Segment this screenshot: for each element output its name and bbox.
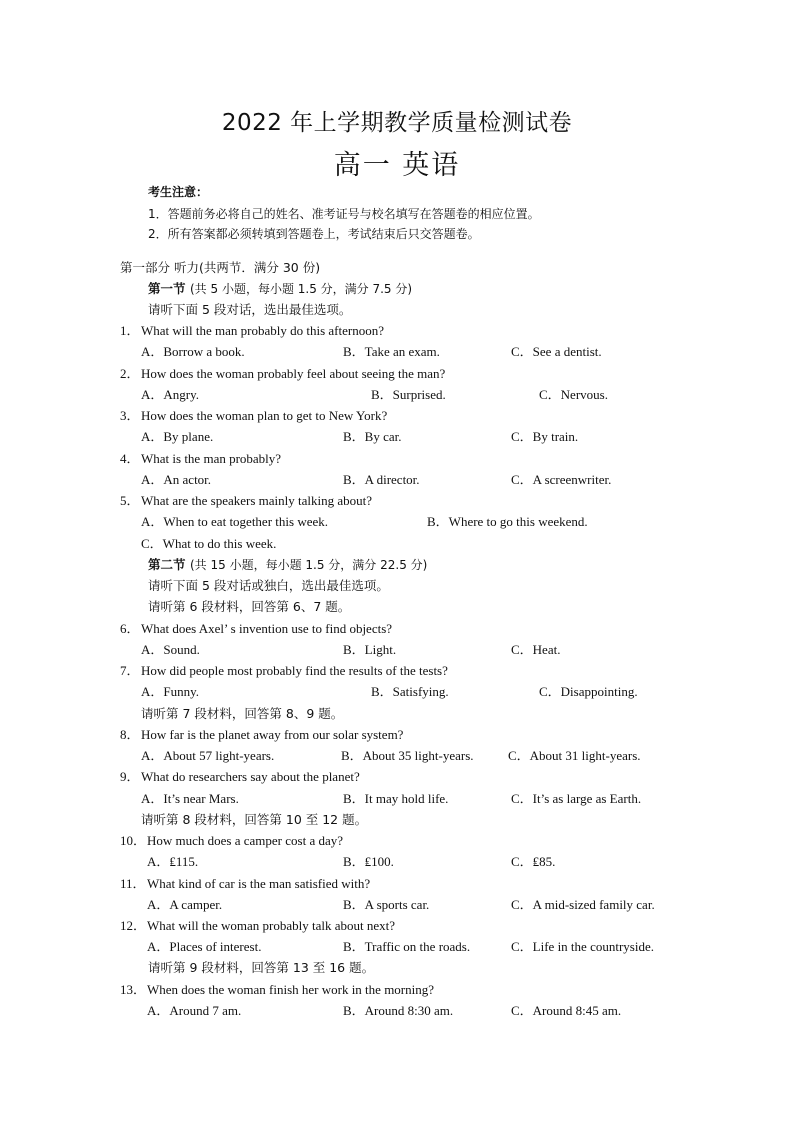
option-c: C．About 31 light-years. (508, 748, 641, 763)
notice-item: 2．所有答案都必须转填到答题卷上，考试结束后只交答题卷。 (148, 227, 480, 241)
option-a: A．₤115. (147, 854, 199, 869)
question-text: What do researchers say about the planet? (141, 769, 360, 784)
part1-heading: 第一部分 听力(共两节．满分 30 份) (120, 260, 321, 275)
options-row (0, 342, 794, 362)
option-a: A．Sound. (141, 642, 200, 657)
option-a: A．An actor. (141, 472, 212, 487)
question-row (0, 831, 794, 851)
material-note: 请听第 7 段材料，回答第 8、9 题。 (141, 706, 344, 721)
question-text: What are the speakers mainly talking about? (141, 493, 373, 508)
option-c: C．A mid-sized family car. (511, 897, 655, 912)
exam-subtitle: 高一 英语 (333, 150, 461, 181)
option-c: C．Life in the countryside. (511, 939, 654, 954)
option-b: B．By car. (343, 429, 402, 444)
question-text: When does the woman finish her work in the morning? (147, 982, 435, 997)
material-note: 请听第 6 段材料，回答第 6、7 题。 (148, 599, 351, 614)
material-note: 请听第 8 段材料，回答第 10 至 12 题。 (141, 812, 368, 827)
material-note: 请听第 9 段材料，回答第 13 至 16 题。 (148, 960, 375, 975)
options-row (0, 534, 794, 554)
section2-note: (共 15 小题，每小题 1.5 分，满分 22.5 分) (190, 558, 428, 572)
question-text: What is the man probably? (141, 451, 282, 466)
section2-instruction: 请听下面 5 段对话或独白，选出最佳选项。 (148, 578, 389, 593)
option-b: B．About 35 light-years. (341, 748, 474, 763)
question-number: 11． (120, 876, 146, 891)
option-a: A．Angry. (141, 387, 200, 402)
option-b: B．Take an exam. (343, 344, 440, 359)
question-number: 8． (120, 727, 140, 742)
option-a: A．Around 7 am. (147, 1003, 242, 1018)
section1-instruction: 请听下面 5 段对话，选出最佳选项。 (148, 302, 352, 317)
option-c: C．Around 8:45 am. (511, 1003, 622, 1018)
exam-title: 2022 年上学期教学质量检测试卷 (221, 110, 573, 136)
question-text: What will the man probably do this afternoon? (141, 323, 384, 338)
material-note-line (0, 597, 794, 617)
option-c: C．See a dentist. (511, 344, 602, 359)
section2-instruction-line (0, 576, 794, 596)
options-row (0, 1001, 794, 1021)
section2-title: 第二节 (148, 557, 186, 572)
options-row (0, 640, 794, 660)
question-text: How much does a camper cost a day? (147, 833, 344, 848)
options-row (0, 385, 794, 405)
question-row (0, 321, 794, 341)
option-b: B．Satisfying. (371, 684, 449, 699)
question-number: 4． (120, 451, 140, 466)
option-a: A．A camper. (147, 897, 223, 912)
question-row (0, 916, 794, 936)
question-number: 13． (120, 982, 147, 997)
section1-heading-line (0, 279, 794, 299)
material-note-line (0, 810, 794, 830)
question-number: 3． (120, 408, 140, 423)
option-c: C．₤85. (511, 854, 556, 869)
question-row (0, 725, 794, 745)
options-row (0, 852, 794, 872)
option-b: B．Around 8:30 am. (343, 1003, 454, 1018)
question-text: How does the woman plan to get to New York? (141, 408, 388, 423)
option-c: C．Nervous. (539, 387, 608, 402)
question-text: What does Axel’ s invention use to find objects? (141, 621, 393, 636)
option-b: B．A director. (343, 472, 420, 487)
question-number: 7． (120, 663, 140, 678)
question-row (0, 980, 794, 1000)
question-row (0, 406, 794, 426)
option-c: C．Disappointing. (539, 684, 638, 699)
option-a: A．When to eat together this week. (141, 514, 328, 529)
question-text: How did people most probably find the results of the tests? (141, 663, 448, 678)
option-b: B．Where to go this weekend. (427, 514, 588, 529)
question-row (0, 449, 794, 469)
question-row (0, 491, 794, 511)
options-row (0, 746, 794, 766)
material-note-line (0, 958, 794, 978)
question-number: 9． (120, 769, 140, 784)
question-number: 10． (120, 833, 147, 848)
options-row (0, 789, 794, 809)
notice-heading: 考生注意： (148, 185, 209, 199)
options-row (0, 427, 794, 447)
question-text: How does the woman probably feel about seeing the man? (141, 366, 446, 381)
option-a: A．About 57 light-years. (141, 748, 275, 763)
option-b: B．Traffic on the roads. (343, 939, 471, 954)
option-c: C．It’s as large as Earth. (511, 791, 642, 806)
option-a: A．Funny. (141, 684, 200, 699)
question-row (0, 661, 794, 681)
question-row (0, 874, 794, 894)
option-c: C．What to do this week. (141, 536, 277, 551)
question-row (0, 619, 794, 639)
option-b: B．₤100. (343, 854, 394, 869)
option-b: B．A sports car. (343, 897, 430, 912)
material-note-line (0, 704, 794, 724)
part1-heading-line (0, 258, 794, 278)
options-row (0, 937, 794, 957)
question-number: 6． (120, 621, 140, 636)
question-number: 1． (120, 323, 140, 338)
question-number: 12． (120, 918, 147, 933)
question-row (0, 364, 794, 384)
option-a: A．Borrow a book. (141, 344, 245, 359)
question-number: 2． (120, 366, 140, 381)
section2-heading-line (0, 555, 794, 575)
options-row (0, 512, 794, 532)
section1-instruction-line (0, 300, 794, 320)
option-b: B．It may hold life. (343, 791, 449, 806)
option-c: C．A screenwriter. (511, 472, 612, 487)
options-row (0, 470, 794, 490)
question-number: 5． (120, 493, 140, 508)
section1-note: (共 5 小题，每小题 1.5 分，满分 7.5 分) (190, 282, 413, 296)
option-a: A．It’s near Mars. (141, 791, 239, 806)
options-row (0, 682, 794, 702)
option-c: C．By train. (511, 429, 579, 444)
option-b: B．Surprised. (371, 387, 446, 402)
option-b: B．Light. (343, 642, 397, 657)
question-text: What kind of car is the man satisfied with? (147, 876, 371, 891)
notice-item: 1．答题前务必将自己的姓名、准考证号与校名填写在答题卷的相应位置。 (148, 207, 540, 221)
question-text: What will the woman probably talk about next? (147, 918, 396, 933)
option-c: C．Heat. (511, 642, 561, 657)
options-row (0, 895, 794, 915)
option-a: A．By plane. (141, 429, 214, 444)
question-row (0, 767, 794, 787)
question-text: How far is the planet away from our solar system? (141, 727, 404, 742)
section1-title: 第一节 (148, 281, 186, 296)
option-a: A．Places of interest. (147, 939, 262, 954)
